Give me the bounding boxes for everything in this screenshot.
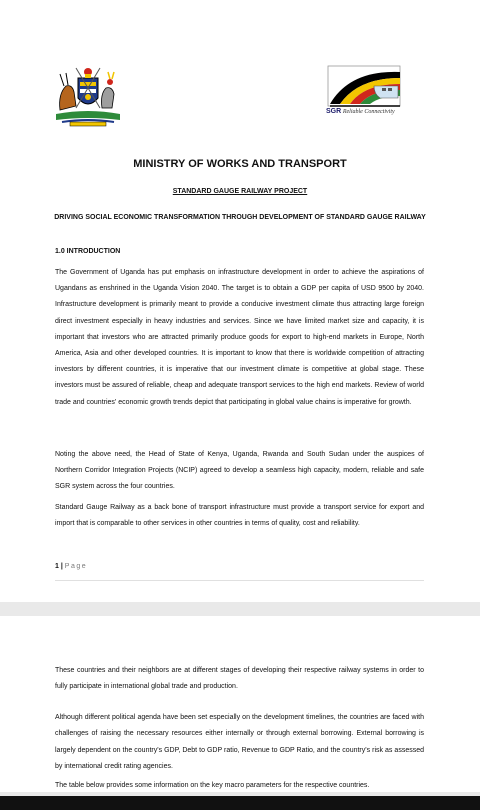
logo-brand: SGR <box>326 108 342 115</box>
logo-caption <box>326 108 406 115</box>
document-subtitle: DRIVING SOCIAL ECONOMIC TRANSFORMATION THROUGH DEVELOPMENT OF STANDARD GAUGE RAILWAY <box>54 214 426 221</box>
paragraph-page2-3: The table below provides some information on the key macro parameters for the respective countries. <box>55 782 370 789</box>
page-number <box>55 563 87 570</box>
footer-divider <box>55 580 424 581</box>
paragraph-intro-3: Standard Gauge Railway as a back bone of transport infrastructure must provide a transport service for export and import that is comparable to other services in other countries in terms of quality, cost and reliability. <box>55 504 424 528</box>
page-number-separator: | <box>60 563 63 570</box>
paragraph-page2-2: Although different political agenda have been set especially on the development timelines, the countries are faced with challenges of raising the necessary resources either internally or through external borrowing. External borrowing is largely dependent on the country's GDP, Debt to GDP ratio, Revenue to GDP Ratio, and the country's risk as assessed by international credit rating agencies. <box>55 714 424 770</box>
project-heading: STANDARD GAUGE RAILWAY PROJECT <box>172 188 308 195</box>
paragraph-intro-2: Noting the above need, the Head of State of Kenya, Uganda, Rwanda and South Sudan under the auspices of Northern Corridor Integration Projects (NCIP) agreed to develop a seamless high capacity, modern, reliable and safe SGR system across the four countries. <box>55 451 424 491</box>
page-number-value: 1 <box>55 563 59 570</box>
logo-tagline: Reliable Connectivity <box>342 109 395 115</box>
page-number-label: Page <box>64 563 88 570</box>
uganda-coat-of-arms-icon <box>52 64 124 128</box>
section-heading: 1.0 INTRODUCTION <box>55 248 121 255</box>
screen-bottom-bar <box>0 796 480 810</box>
paragraph-intro-1: The Government of Uganda has put emphasis on infrastructure development in order to achieve the aspirations of Ugandans as enshrined in the Uganda Vision 2040. The target is to obtain a GDP per capita of USD 9500 by 2040. Infrastructure development is primarily meant to provide a conducive investment climate thus attracting large foreign direct investment especially in heavy industries and services. Since we have limited market size and capacity, it is important that investors who are attracted primarily produce goods for export to high-end markets in Europe, North America, Asia and other developed countries. It is important to know that there is worldwide competition of attracting investors by different countries, it is imperative that our investment climate is competitive at global stage. These investors must be assured of reliable, cheap and adequate transport services to the high end markets. Review of world trade and countries' economic growth trends depict that participating in global value chains is imperative for growth. <box>55 269 424 406</box>
document-title: MINISTRY OF WORKS AND TRANSPORT <box>133 158 347 170</box>
paragraph-page2-1: These countries and their neighbors are at different stages of developing their respective railway systems in order to fully participate in international global trade and production. <box>55 667 424 691</box>
document-page-2 <box>0 616 480 792</box>
